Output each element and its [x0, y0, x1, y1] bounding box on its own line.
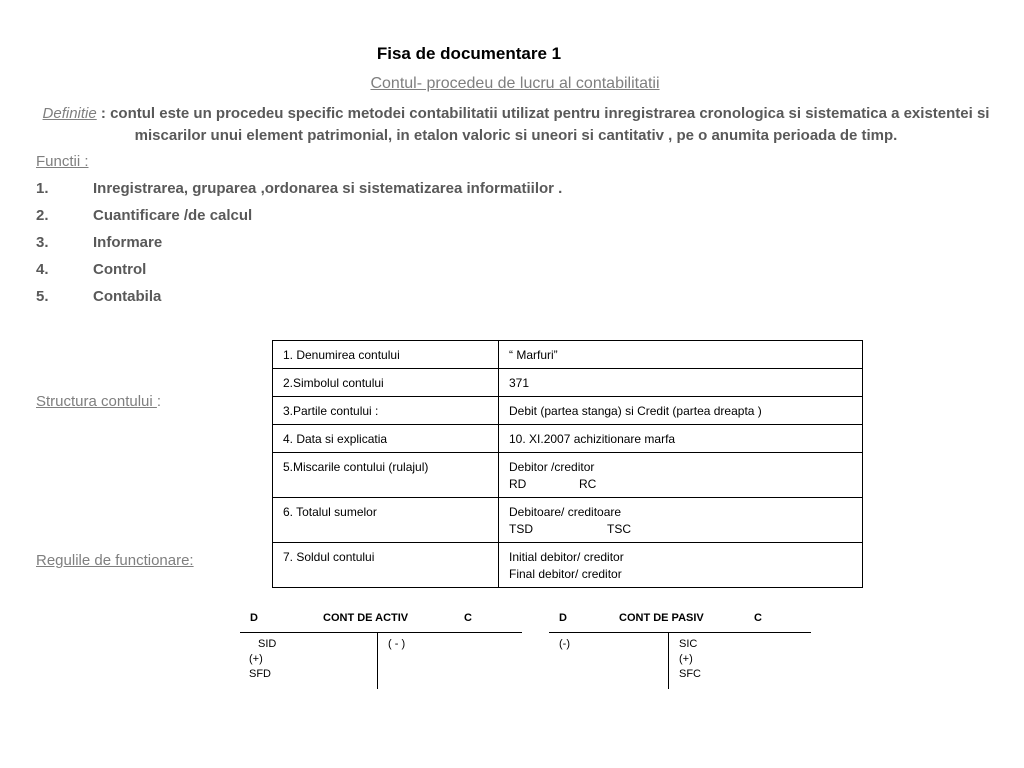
definition-text: : contul este un procedeu specific metodei contabilitatii utilizat pentru inregistrarea cronologica si sistematica a existentei si miscarilor unui element patrimonial, in etalon valoric si uneori si cantitativ , pe o anumita perioada de timp.	[96, 105, 990, 144]
t-account-top-line	[240, 632, 522, 633]
list-item: 1. Inregistrarea, gruparea ,ordonarea si sistematizarea informatiilor .	[36, 180, 563, 197]
definition-term: Definitie	[42, 105, 97, 122]
account-structure-table	[272, 340, 863, 588]
list-item: 2. Cuantificare /de calcul	[36, 207, 253, 224]
table-cell: Initial debitor/ creditor Final debitor/ creditor	[499, 543, 863, 588]
table-row	[273, 341, 863, 369]
t-account-top-line	[549, 632, 811, 633]
table-cell: 1. Denumirea contului	[273, 341, 499, 369]
definition-paragraph	[40, 103, 992, 147]
table-row	[273, 453, 863, 498]
table-cell: 5.Miscarile contului (rulajul)	[273, 453, 499, 498]
table-cell: Debit (partea stanga) si Credit (partea dreapta )	[499, 397, 863, 425]
table-row	[273, 498, 863, 543]
functions-list	[36, 180, 562, 315]
table-row	[273, 543, 863, 588]
table-cell: Debitoare/ creditoare TSD TSC	[499, 498, 863, 543]
t-account-credit-side: ( - )	[388, 638, 406, 650]
structura-label: Structura contului :	[36, 393, 162, 410]
t-account-divider	[377, 632, 378, 689]
table-cell: 6. Totalul sumelor	[273, 498, 499, 543]
list-item: 3. Informare	[36, 234, 163, 251]
t-account-pasiv	[549, 612, 814, 692]
t-account-title: CONT DE PASIV	[619, 612, 704, 624]
t-account-activ	[240, 612, 525, 692]
table-cell: 371	[499, 369, 863, 397]
document-title: Fisa de documentare 1	[376, 44, 562, 63]
debit-label: D	[250, 612, 258, 624]
table-cell: Debitor /creditor RD RC	[499, 453, 863, 498]
t-account-debit-side: (-)	[559, 638, 570, 650]
functions-label: Functii :	[36, 153, 89, 170]
regulile-label: Regulile de functionare:	[36, 552, 194, 569]
table-cell: 3.Partile contului :	[273, 397, 499, 425]
t-account-debit-side: SID (+) SFD	[249, 638, 277, 680]
table-cell: 4. Data si explicatia	[273, 425, 499, 453]
list-item: 5. Contabila	[36, 288, 162, 305]
table-row	[273, 369, 863, 397]
table-cell: “ Marfuri”	[499, 341, 863, 369]
list-item: 4. Control	[36, 261, 147, 278]
t-account-credit-side: SIC (+) SFC	[679, 638, 701, 680]
t-account-title: CONT DE ACTIV	[323, 612, 409, 624]
table-row	[273, 397, 863, 425]
t-account-divider	[668, 632, 669, 689]
table-row	[273, 425, 863, 453]
table-cell: 10. XI.2007 achizitionare marfa	[499, 425, 863, 453]
debit-label: D	[559, 612, 567, 624]
table-cell: 2.Simbolul contului	[273, 369, 499, 397]
credit-label: C	[754, 612, 762, 624]
table-cell: 7. Soldul contului	[273, 543, 499, 588]
document-subtitle: Contul- procedeu de lucru al contabilitatii	[370, 75, 660, 92]
credit-label: C	[464, 612, 472, 624]
